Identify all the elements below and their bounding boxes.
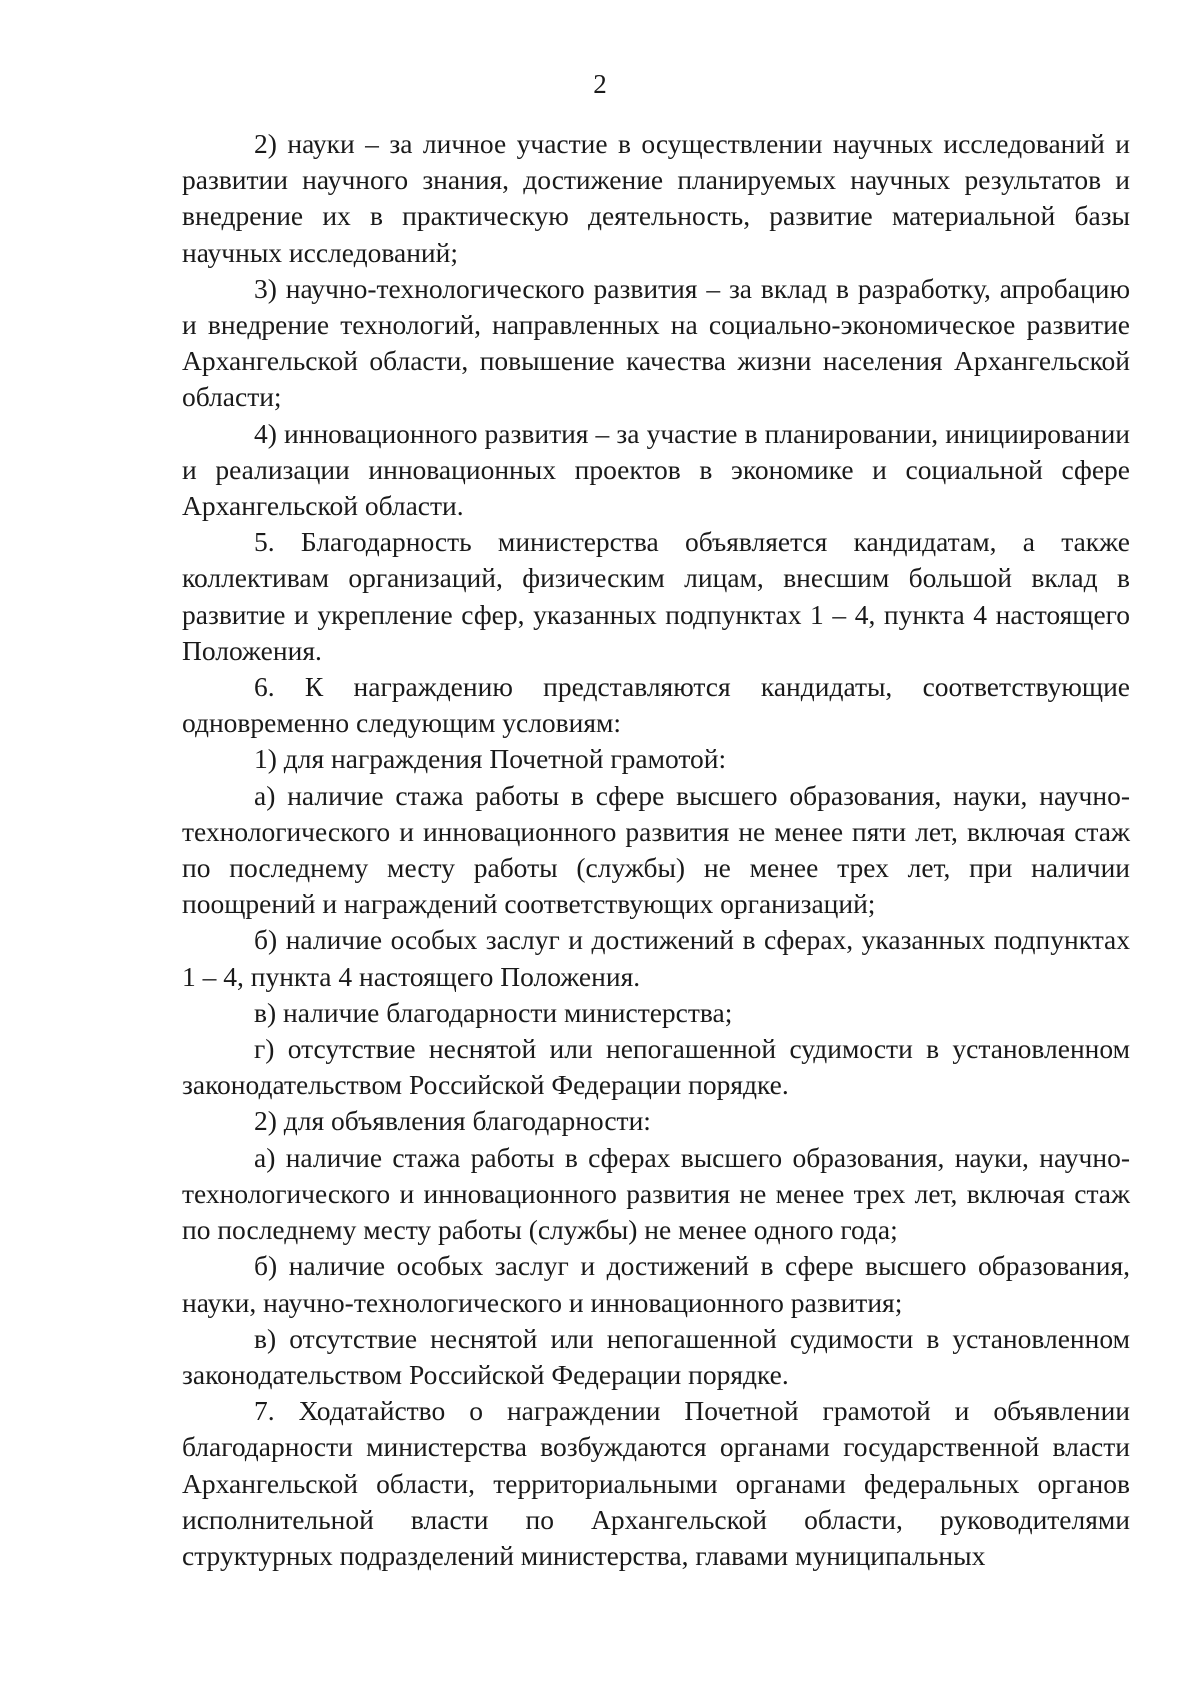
- paragraph-4-innovation: 4) инновационного развития – за участие в планировании, инициировании и реализации инновационных проектов в экономике и социальной сфере Архангельской области.: [182, 417, 1130, 522]
- paragraph-3-scientific-technological: 3) научно-технологического развития – за вклад в разработку, апробацию и внедрение технологий, направленных на социально-экономическое развитие Архангельской области, повышение качества жизни населения Архангельской области;: [182, 272, 1130, 413]
- paragraph-6-1-g: г) отсутствие неснятой или непогашенной судимости в установленном законодательством Российской Федерации порядке.: [182, 1033, 1130, 1101]
- paragraph-item-6: 6. К награждению представляются кандидаты, соответствующие одновременно следующим условиям:: [182, 671, 1130, 739]
- paragraph-6-1-b: б) наличие особых заслуг и достижений в сферах, указанных подпунктах 1 – 4, пункта 4 настоящего Положения.: [182, 924, 1130, 992]
- paragraph-2-science: 2) науки – за личное участие в осуществлении научных исследований и развитии научного знания, достижение планируемых научных результатов и внедрение их в практическую деятельность, развитие материальной базы научных исследований;: [182, 128, 1130, 268]
- paragraph-6-1-v: в) наличие благодарности министерства;: [254, 996, 733, 1028]
- paragraph-6-2-a: а) наличие стажа работы в сферах высшего образования, науки, научно-технологического и инновационного развития не менее трех лет, включая стаж по последнему месту работы (службы) не менее одного года;: [182, 1141, 1130, 1246]
- paragraph-item-5: 5. Благодарность министерства объявляется кандидатам, а также коллективам организаций, физическим лицам, внесшим большой вклад в развитие и укрепление сфер, указанных подпунктах 1 – 4, пункта 4 настоящего Положения.: [182, 526, 1130, 666]
- paragraph-6-1-a: а) наличие стажа работы в сфере высшего образования, науки, научно-технологического и инновационного развития не менее пяти лет, включая стаж по последнему месту работы (службы) не менее трех лет, при наличии поощрений и награждений соответствующих организаций;: [182, 779, 1130, 920]
- paragraph-6-2-v: в) отсутствие неснятой или непогашенной судимости в установленном законодательством Российской Федерации порядке.: [182, 1322, 1130, 1390]
- page-number: 2: [593, 69, 607, 99]
- paragraph-6-1-diploma: 1) для награждения Почетной грамотой:: [254, 743, 727, 775]
- paragraph-6-2-gratitude: 2) для объявления благодарности:: [254, 1105, 651, 1137]
- paragraph-6-2-b: б) наличие особых заслуг и достижений в сфере высшего образования, науки, научно-технологического и инновационного развития;: [182, 1250, 1130, 1318]
- document-body: [182, 126, 1130, 1574]
- paragraph-item-7: 7. Ходатайство о награждении Почетной грамотой и объявлении благодарности министерства возбуждаются органами государственной власти Архангельской области, территориальными органами федеральных органов исполнительной власти по Архангельской области, руководителями структурных подразделений министерства, главами муниципальных: [182, 1395, 1130, 1571]
